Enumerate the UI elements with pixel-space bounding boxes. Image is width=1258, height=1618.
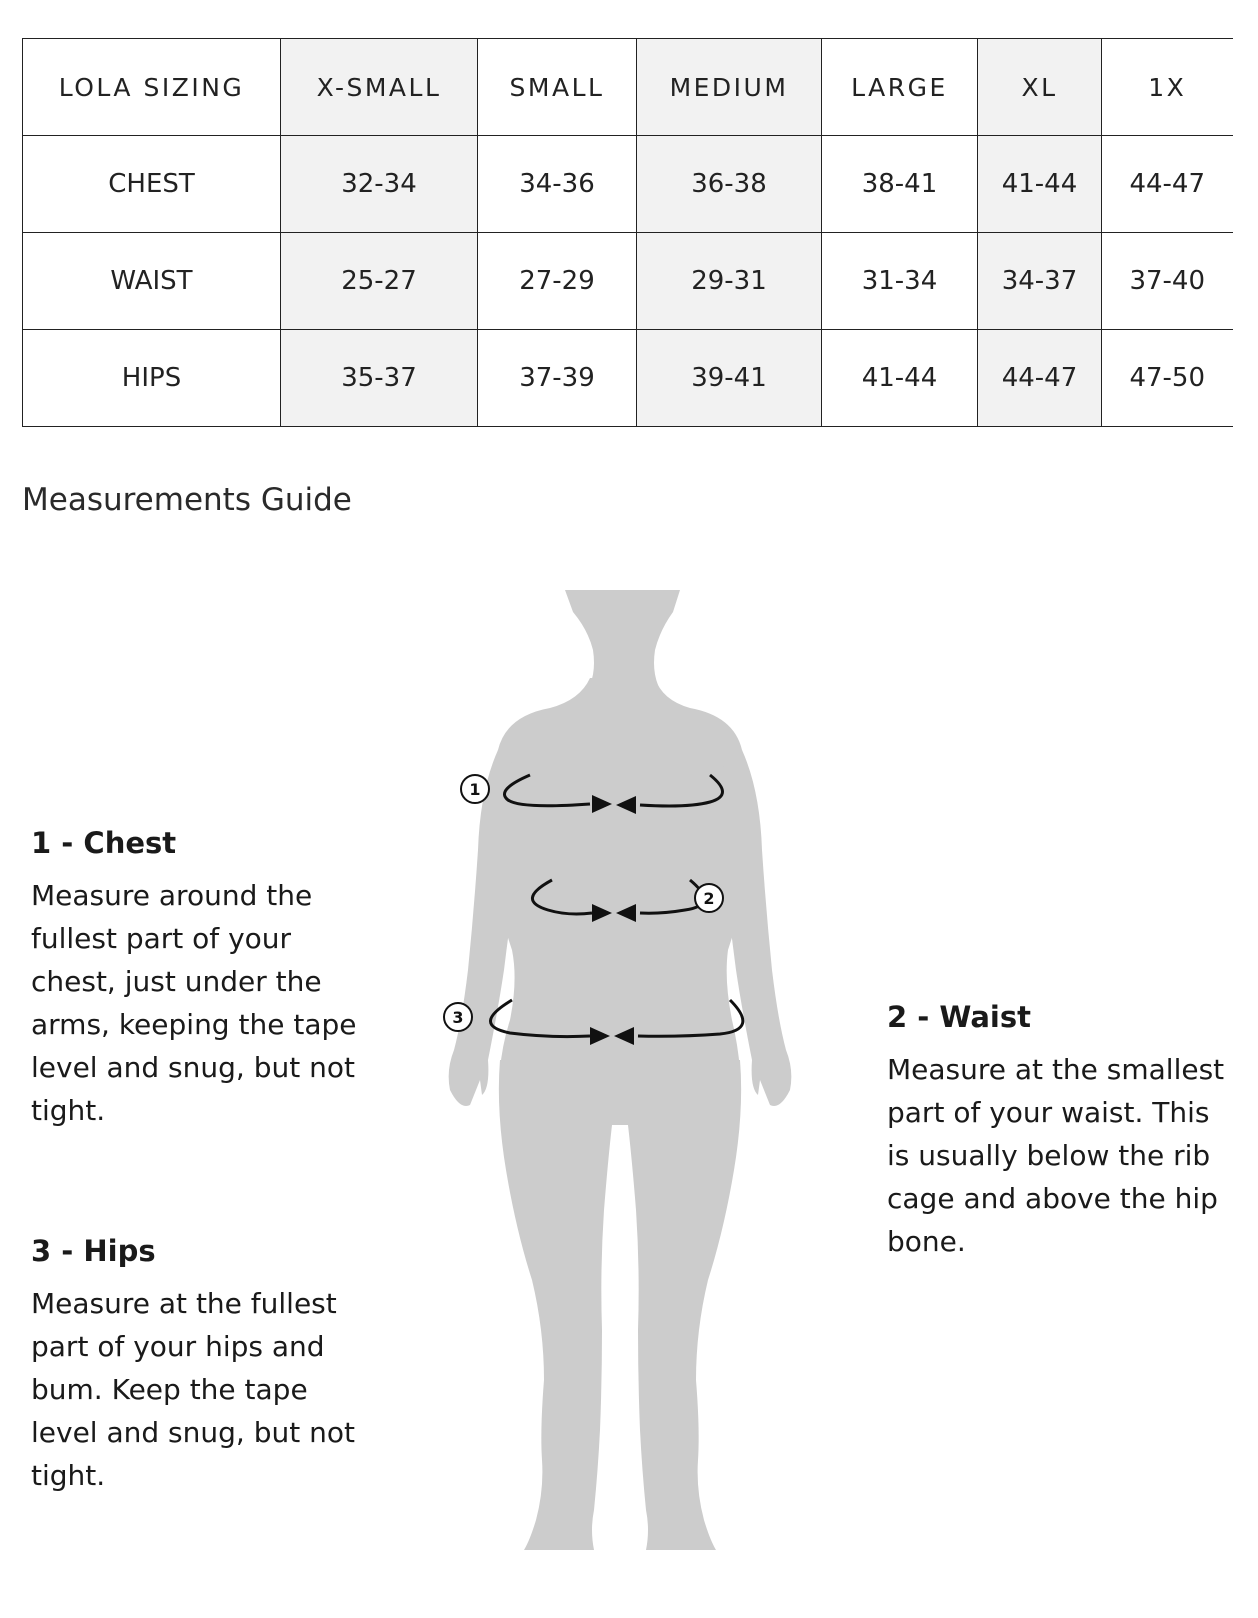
header-small: SMALL <box>478 39 637 136</box>
marker-3-badge <box>444 1003 472 1031</box>
table-cell: 39-41 <box>637 330 822 427</box>
body-neck <box>565 590 680 685</box>
table-row-chest <box>23 136 1233 233</box>
table-cell: 37-39 <box>478 330 637 427</box>
waist-heading: 2 - Waist <box>887 1000 1031 1034</box>
table-cell: 32-34 <box>281 136 478 233</box>
header-1x: 1X <box>1102 39 1233 136</box>
body-silhouette <box>449 590 792 1550</box>
waist-text: Measure at the smallest part of your waist. This is usually below the rib cage and above the hip bone. <box>887 1053 1225 1258</box>
table-cell: 44-47 <box>978 330 1102 427</box>
table-cell: 25-27 <box>281 233 478 330</box>
table-cell: 34-36 <box>478 136 637 233</box>
marker-3-label: 3 <box>452 1008 464 1027</box>
header-lola-sizing: LOLA SIZING <box>23 39 281 136</box>
row-label-hips: HIPS <box>23 330 281 427</box>
table-cell: 38-41 <box>822 136 978 233</box>
chest-heading: 1 - Chest <box>31 826 177 860</box>
hips-heading: 3 - Hips <box>31 1234 156 1268</box>
measurements-guide-title: Measurements Guide <box>22 482 352 518</box>
chest-instructions <box>31 826 371 1132</box>
table-header-row <box>23 39 1233 136</box>
table-cell: 31-34 <box>822 233 978 330</box>
header-xl: XL <box>978 39 1102 136</box>
chest-text: Measure around the fullest part of your chest, just under the arms, keeping the tape level and snug, but not tight. <box>31 879 357 1127</box>
table-row-hips <box>23 330 1233 427</box>
table-cell: 37-40 <box>1102 233 1233 330</box>
row-label-chest: CHEST <box>23 136 281 233</box>
table-cell: 47-50 <box>1102 330 1233 427</box>
marker-2-label: 2 <box>703 889 715 908</box>
header-large: LARGE <box>822 39 978 136</box>
header-medium: MEDIUM <box>637 39 822 136</box>
hips-text: Measure at the fullest part of your hips and bum. Keep the tape level and snug, but not tight. <box>31 1287 355 1492</box>
table-cell: 29-31 <box>637 233 822 330</box>
table-row-waist <box>23 233 1233 330</box>
table-cell: 41-44 <box>978 136 1102 233</box>
waist-instructions <box>887 1000 1227 1263</box>
table-cell: 44-47 <box>1102 136 1233 233</box>
body-torso <box>494 678 746 1070</box>
body-silhouette-figure <box>440 590 800 1550</box>
table-cell: 35-37 <box>281 330 478 427</box>
marker-1-label: 1 <box>469 780 481 799</box>
row-label-waist: WAIST <box>23 233 281 330</box>
header-x-small: X-SMALL <box>281 39 478 136</box>
table-cell: 34-37 <box>978 233 1102 330</box>
marker-1-badge <box>461 775 489 803</box>
table-cell: 41-44 <box>822 330 978 427</box>
table-cell: 36-38 <box>637 136 822 233</box>
marker-2-badge <box>695 884 723 912</box>
size-chart-table <box>22 38 1233 427</box>
hips-instructions <box>31 1234 371 1497</box>
body-legs <box>499 1060 741 1550</box>
table-cell: 27-29 <box>478 233 637 330</box>
